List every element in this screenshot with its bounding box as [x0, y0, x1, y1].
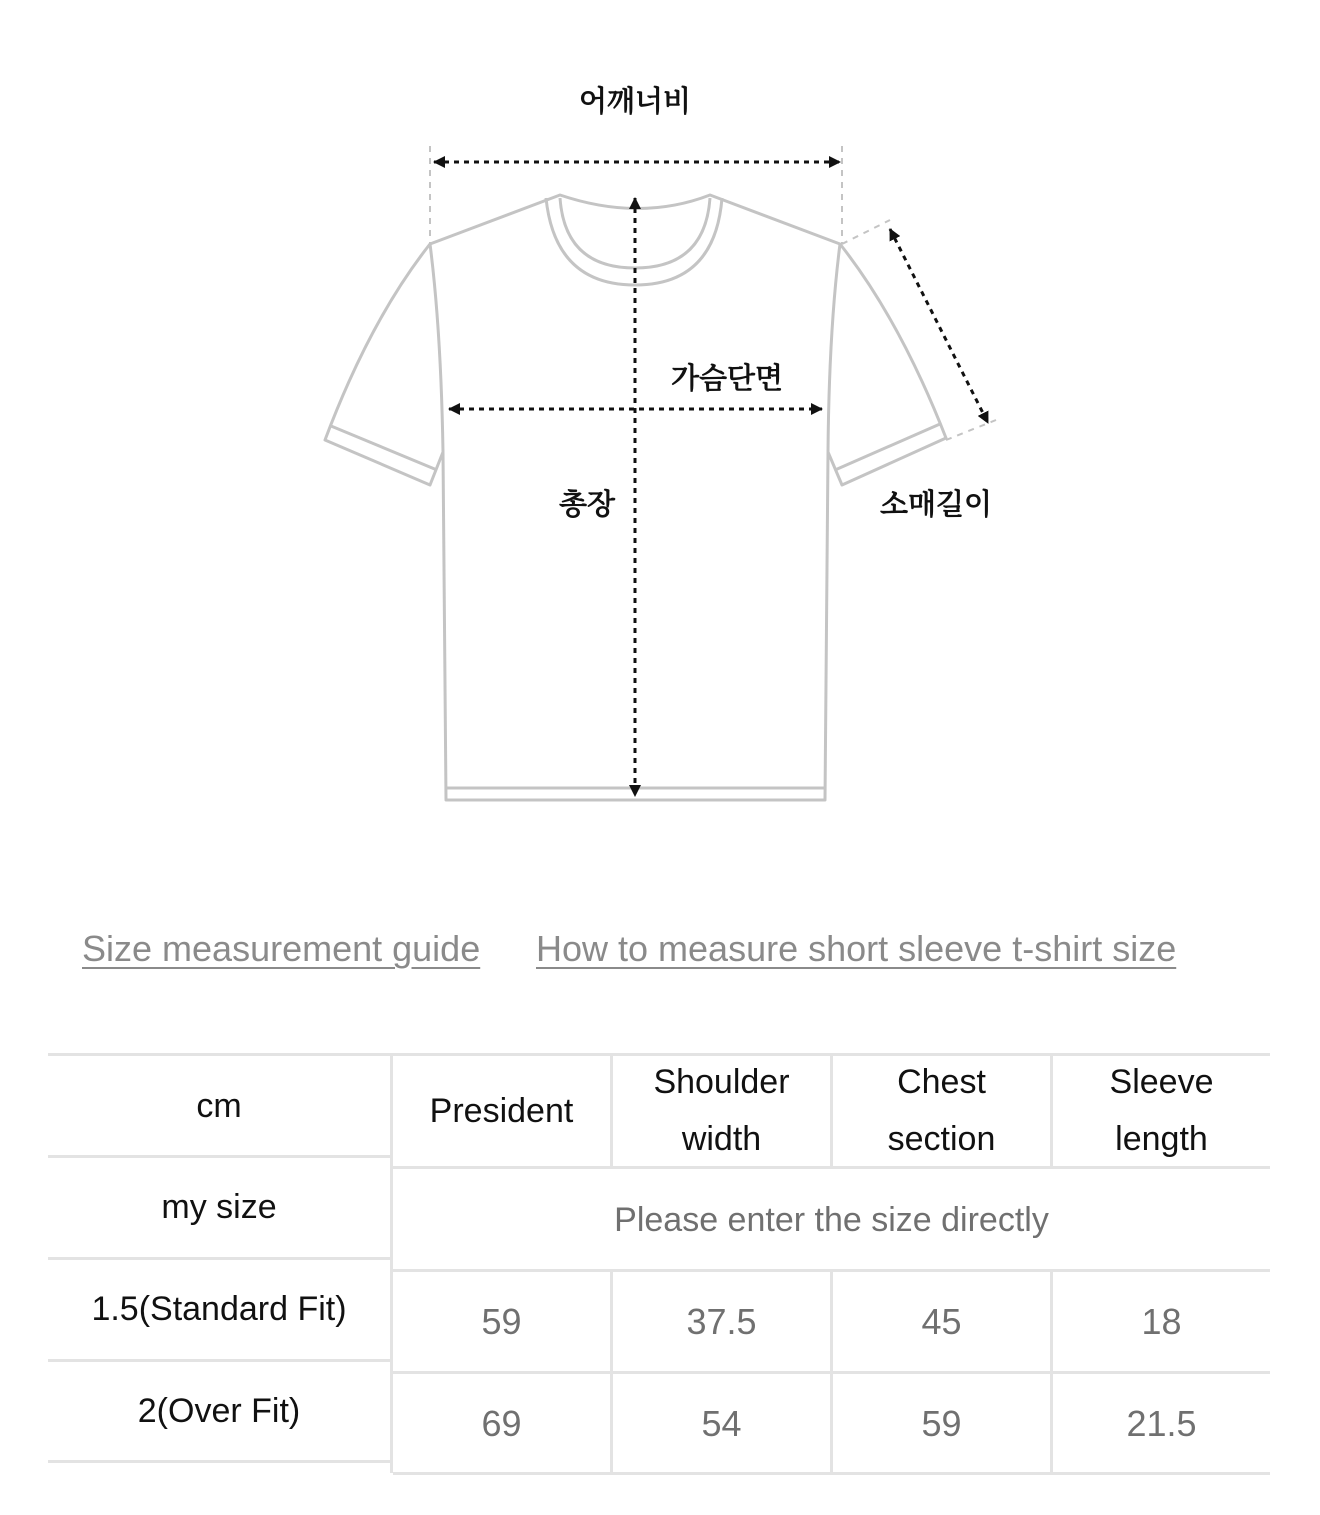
value-standard-chest: 45: [921, 1301, 962, 1342]
my-size-label: my size: [161, 1187, 277, 1226]
grid-line: [610, 1053, 613, 1169]
chest-label: 가슴단면: [670, 361, 784, 395]
grid-line: [48, 1155, 390, 1158]
row-label-standard-fit: 1.5(Standard Fit): [91, 1289, 347, 1328]
grid-line: [48, 1460, 390, 1463]
header-shoulder-line2: width: [681, 1120, 762, 1158]
value-over-shoulder: 54: [701, 1403, 742, 1444]
length-label: 총장: [558, 487, 616, 521]
grid-line: [610, 1269, 613, 1474]
header-chest-line2: section: [887, 1120, 996, 1158]
row-label-over-fit: 2(Over Fit): [137, 1391, 301, 1430]
guide-lines: [430, 146, 996, 440]
unit-header: cm: [196, 1086, 242, 1125]
measurement-links: [0, 928, 1320, 978]
grid-line: [830, 1269, 833, 1474]
value-standard-sleeve: 18: [1141, 1301, 1182, 1342]
value-standard-shoulder: 37.5: [686, 1301, 757, 1342]
grid-line: [48, 1053, 390, 1056]
grid-line: [830, 1053, 833, 1169]
value-over-chest: 59: [921, 1403, 962, 1444]
header-sleeve-length: [1053, 1056, 1270, 1166]
sleeve-label: 소매길이: [879, 487, 993, 521]
size-guide-link[interactable]: Size measurement guide: [82, 928, 481, 969]
shoulder-label: 어깨너비: [578, 84, 692, 118]
value-over-president: 69: [481, 1403, 522, 1444]
grid-line: [390, 1053, 393, 1473]
value-standard-president: 59: [481, 1301, 522, 1342]
header-shoulder-line1: Shoulder: [653, 1063, 790, 1101]
header-chest-section: [833, 1056, 1050, 1166]
header-sleeve-line1: Sleeve: [1109, 1063, 1214, 1101]
grid-line: [48, 1257, 390, 1260]
grid-line: [1050, 1269, 1053, 1474]
value-over-sleeve: 21.5: [1126, 1403, 1197, 1444]
header-shoulder-width: [613, 1056, 830, 1166]
header-president: President: [429, 1091, 574, 1130]
sleeve-arrow: [890, 229, 988, 423]
header-chest-line1: Chest: [897, 1063, 986, 1101]
my-size-input[interactable]: Please enter the size directly: [614, 1200, 1049, 1239]
grid-line: [1050, 1053, 1053, 1169]
howto-measure-link[interactable]: How to measure short sleeve t-shirt size: [536, 928, 1177, 969]
grid-line: [48, 1359, 390, 1362]
header-sleeve-line2: length: [1115, 1120, 1208, 1158]
